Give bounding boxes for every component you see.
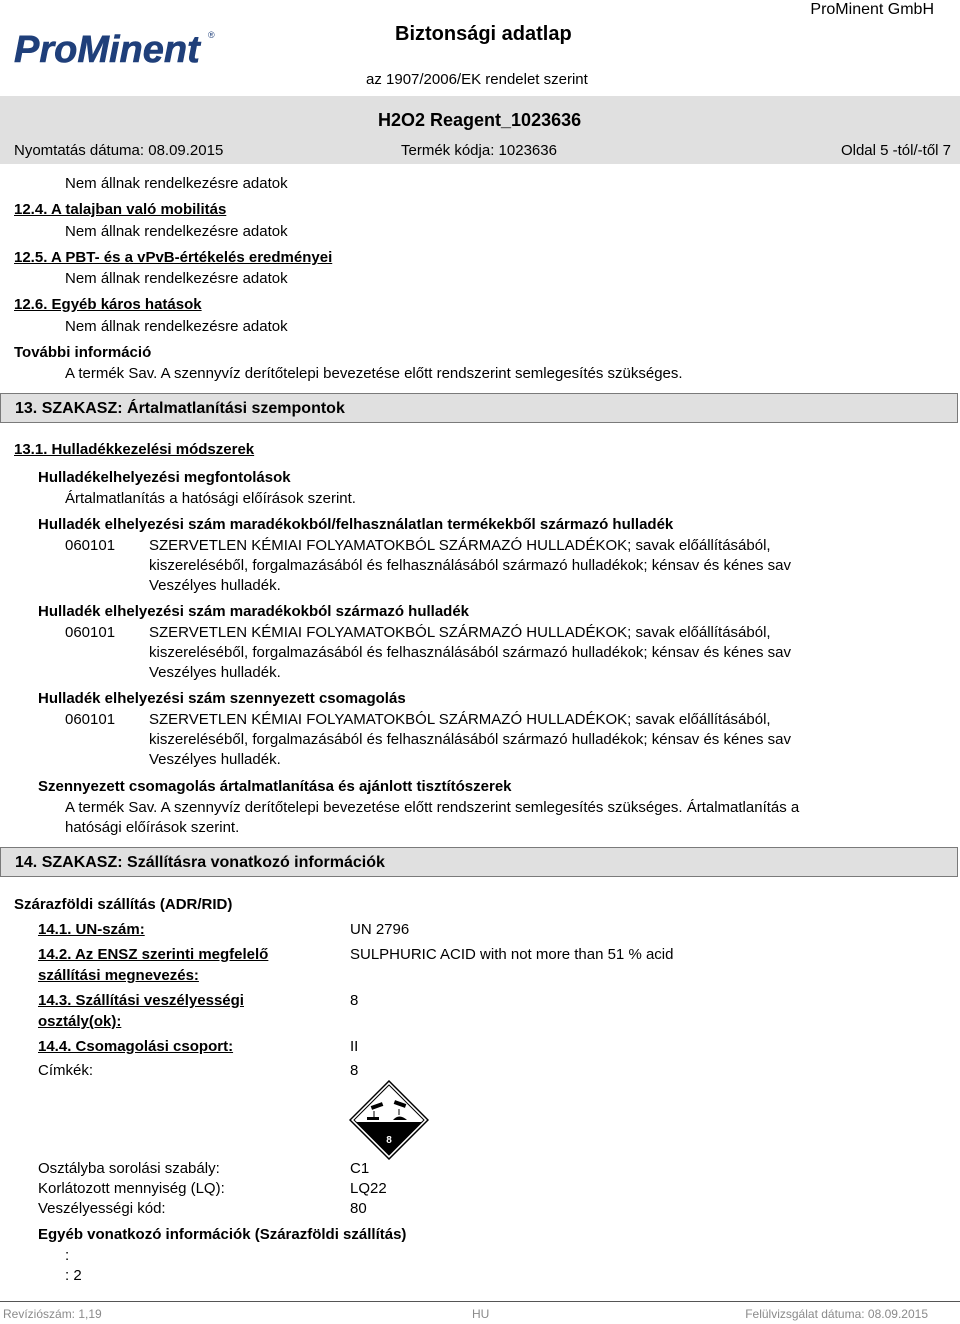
other-info-heading: Egyéb vonatkozó információk (Szárazföldi szállítás) — [38, 1226, 407, 1243]
no-data-text: Nem állnak rendelkezésre adatok — [65, 223, 288, 240]
hazard-id-label: Veszélyességi kód: — [38, 1200, 166, 1217]
waste-group-heading: Hulladék elhelyezési szám szennyezett csomagolás — [38, 690, 406, 707]
disposal-heading: Hulladékelhelyezési megfontolások — [38, 469, 291, 486]
heading-13-1: 13.1. Hulladékkezelési módszerek — [14, 441, 255, 458]
waste-code: 060101 — [65, 624, 116, 641]
heading-12-4: 12.4. A talajban való mobilitás — [14, 201, 227, 218]
section-14-bar — [0, 847, 958, 877]
packing-group-label: 14.4. Csomagolási csoport: — [38, 1038, 234, 1055]
shipping-name-label: 14.2. Az ENSZ szerinti megfelelő — [38, 946, 269, 963]
svg-text:ProMinent: ProMinent — [14, 29, 200, 71]
more-info-heading: További információ — [14, 344, 152, 361]
labels-label: Címkék: — [38, 1062, 94, 1079]
waste-code: 060101 — [65, 537, 116, 554]
waste-hazard-note: Veszélyes hulladék. — [149, 664, 281, 681]
section-13-bar — [0, 393, 958, 423]
hazard-class-label: 14.3. Szállítási veszélyességi — [38, 992, 244, 1009]
packing-group-value: II — [350, 1038, 359, 1055]
section-13-title: 13. SZAKASZ: Ártalmatlanítási szempontok — [15, 400, 345, 417]
revision-number: Revíziószám: 1,19 — [3, 1307, 102, 1321]
hazard-class-value: 8 — [350, 992, 359, 1009]
prominent-logo — [12, 26, 222, 72]
disposal-text: Ártalmatlanítás a hatósági előírások szerint. — [65, 490, 356, 507]
waste-hazard-note: Veszélyes hulladék. — [149, 577, 281, 594]
un-number-value: UN 2796 — [350, 921, 410, 938]
land-transport-heading: Szárazföldi szállítás (ADR/RID) — [14, 896, 233, 913]
waste-hazard-note: Veszélyes hulladék. — [149, 751, 281, 768]
shipping-name-label: szállítási megnevezés: — [38, 967, 199, 984]
document-title: Biztonsági adatlap — [395, 23, 572, 45]
print-date: Nyomtatás dátuma: 08.09.2015 — [14, 142, 224, 159]
page-number: Oldal 5 -tól/-től 7 — [840, 142, 951, 159]
svg-text:®: ® — [208, 30, 215, 40]
limited-quantity-label: Korlátozott mennyiség (LQ): — [38, 1180, 225, 1197]
heading-12-6: 12.6. Egyéb káros hatások — [14, 296, 202, 313]
product-code: Termék kódja: 1023636 — [401, 142, 557, 159]
waste-description: kiszereléséből, forgalmazásából és felhasználásából származó hulladékok; kénsav és kénes sav — [149, 644, 792, 661]
waste-description: kiszereléséből, forgalmazásából és felhasználásából származó hulladékok; kénsav és kénes sav — [149, 731, 792, 748]
waste-description: SZERVETLEN KÉMIAI FOLYAMATOKBÓL SZÁRMAZÓ HULLADÉKOK; savak előállításából, — [149, 537, 771, 554]
section-14-title: 14. SZAKASZ: Szállításra vonatkozó információk — [15, 854, 385, 871]
packaging-heading: Szennyezett csomagolás ártalmatlanítása és ajánlott tisztítószerek — [38, 778, 512, 795]
other-info-line: : — [65, 1247, 70, 1264]
no-data-text: Nem állnak rendelkezésre adatok — [65, 270, 288, 287]
more-info-text: A termék Sav. A szennyvíz derítőtelepi bevezetése előtt rendszerint semlegesítés szükséges. — [65, 365, 683, 382]
limited-quantity-value: LQ22 — [350, 1180, 387, 1197]
corrosive-pictogram-icon — [349, 1080, 429, 1160]
labels-value: 8 — [350, 1062, 359, 1079]
waste-code: 060101 — [65, 711, 116, 728]
waste-description: SZERVETLEN KÉMIAI FOLYAMATOKBÓL SZÁRMAZÓ HULLADÉKOK; savak előállításából, — [149, 624, 771, 641]
waste-group-heading: Hulladék elhelyezési szám maradékokból/felhasználatlan termékekből származó hulladék — [38, 516, 674, 533]
waste-description: kiszereléséből, forgalmazásából és felhasználásából származó hulladékok; kénsav és kénes sav — [149, 557, 792, 574]
classification-code-value: C1 — [350, 1160, 370, 1177]
heading-12-5: 12.5. A PBT- és a vPvB-értékelés eredményei — [14, 249, 333, 266]
shipping-name-value: SULPHURIC ACID with not more than 51 % acid — [350, 946, 674, 963]
hazard-class-label: osztály(ok): — [38, 1013, 122, 1030]
language-code: HU — [472, 1307, 490, 1321]
waste-group-heading: Hulladék elhelyezési szám maradékokból származó hulladék — [38, 603, 470, 620]
product-name: H2O2 Reagent_1023636 — [378, 110, 582, 130]
other-info-line: : 2 — [65, 1267, 82, 1284]
hazard-id-value: 80 — [350, 1200, 367, 1217]
classification-code-label: Osztályba sorolási szabály: — [38, 1160, 220, 1177]
company-name: ProMinent GmbH — [810, 1, 934, 18]
no-data-text: Nem állnak rendelkezésre adatok — [65, 318, 288, 335]
pictogram-number: 8 — [386, 1135, 392, 1146]
packaging-text: A termék Sav. A szennyvíz derítőtelepi bevezetése előtt rendszerint semlegesítés szükséges. Ártalmatlanítás a — [65, 799, 800, 816]
no-data-text: Nem állnak rendelkezésre adatok — [65, 175, 288, 192]
waste-description: SZERVETLEN KÉMIAI FOLYAMATOKBÓL SZÁRMAZÓ HULLADÉKOK; savak előállításából, — [149, 711, 771, 728]
footer-divider — [0, 1301, 960, 1302]
packaging-text: hatósági előírások szerint. — [65, 819, 240, 836]
un-number-label: 14.1. UN-szám: — [38, 921, 145, 938]
regulation: az 1907/2006/EK rendelet szerint — [366, 71, 588, 88]
review-date: Felülvizsgálat dátuma: 08.09.2015 — [745, 1307, 928, 1321]
